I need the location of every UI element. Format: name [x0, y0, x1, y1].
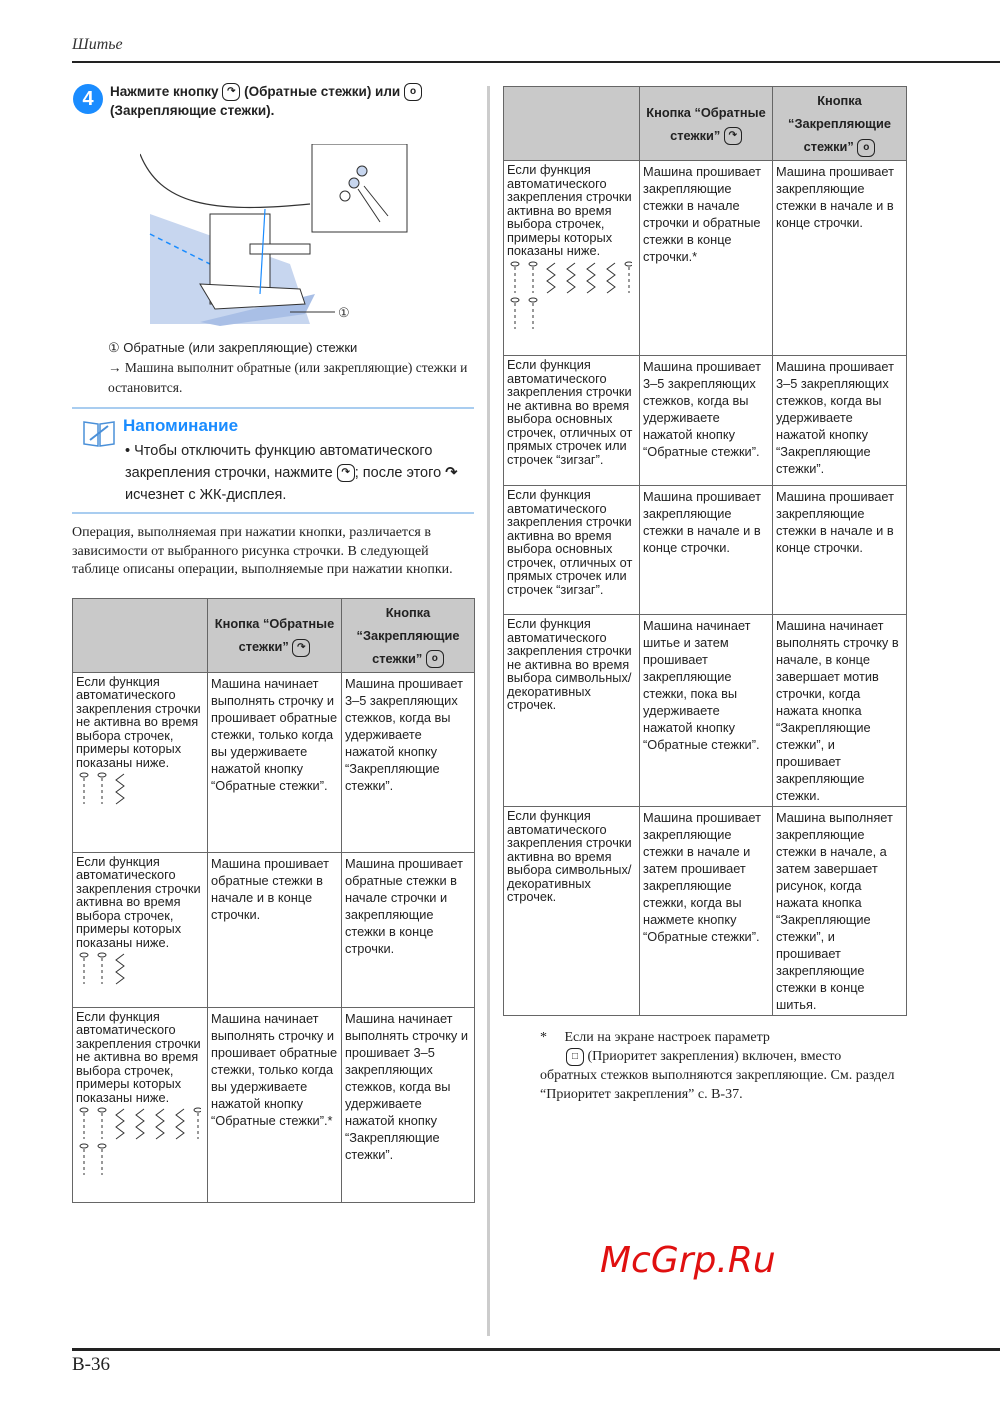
reverse-action-cell: Машина прошивает закрепляющие стежки в начале и в конце строчки. — [640, 486, 773, 615]
watermark: McGrp.Ru — [600, 1240, 776, 1281]
condition-text: Если функция автоматического закрепления строчки не активна во время выбора основных строчек, отличных от прямых строчек или строчек “зигзаг”. — [507, 357, 633, 467]
condition-text: Если функция автоматического закрепления строчки активна во время выбора строчек, примеры которых показаны ниже. — [507, 162, 632, 258]
step-text: (Закрепляющие стежки). — [110, 103, 275, 119]
lock-stitch-button-icon: o — [857, 139, 875, 157]
footnote-text: (Приоритет закрепления) включен, вместо обратных стежков выполняются закрепляющие. См. раздел “Приоритет закрепления” с. B-37. — [540, 1049, 895, 1102]
operations-table-right — [503, 86, 907, 1016]
memo-book-icon — [82, 418, 116, 448]
lock-action-cell: Машина прошивает закрепляющие стежки в начале и в конце строчки. — [773, 161, 907, 356]
reverse-action-cell: Машина прошивает 3–5 закрепляющих стежков, когда вы удерживаете нажатой кнопку “Обратные стежки”. — [640, 356, 773, 486]
reverse-stitch-button-icon: ↷ — [337, 464, 355, 482]
step-number-badge: 4 — [73, 84, 103, 114]
condition-text: Если функция автоматического закрепления строчки не активна во время выбора символьных/декоративных строчек. — [507, 616, 632, 712]
right-column — [503, 86, 906, 1104]
caption-result: → Машина выполнит обратные (или закрепляющие) стежки и остановится. — [108, 360, 468, 395]
column-divider — [487, 86, 490, 1336]
reverse-action-cell: Машина начинает выполнять строчку и прошивает обратные стежки, только когда вы удерживаете нажатой кнопку “Обратные стежки”.* — [208, 1007, 342, 1202]
header-lock-button — [342, 598, 475, 672]
lock-action-cell: Машина прошивает 3–5 закрепляющих стежков, когда вы удерживаете нажатой кнопку “Закрепляющие стежки”. — [342, 672, 475, 852]
condition-cell — [504, 807, 640, 1016]
table-row — [73, 672, 475, 852]
lock-action-cell: Машина прошивает обратные стежки в начале строчки и закрепляющие стежки в конце строчки. — [342, 852, 475, 1007]
reverse-stitch-button-icon: ↷ — [222, 83, 240, 101]
memo-text: исчезнет с ЖК-дисплея. — [125, 487, 287, 503]
stitch-examples-icon — [76, 1107, 201, 1179]
lock-stitch-button-icon: o — [404, 83, 422, 101]
figure-caption — [108, 338, 480, 398]
stitch-examples-icon — [507, 261, 632, 333]
memo-bottom-rule — [72, 512, 474, 514]
step-instruction — [110, 82, 480, 120]
lock-priority-icon: □ — [566, 1048, 584, 1066]
reverse-action-cell: Машина прошивает закрепляющие стежки в начале строчки и обратные стежки в конце строчки.* — [640, 161, 773, 356]
operations-table-left — [72, 598, 475, 1203]
reverse-stitch-button-icon: ↷ — [292, 639, 310, 657]
condition-cell — [73, 852, 208, 1007]
memo-text: ; после этого — [354, 465, 442, 481]
table-row — [504, 161, 907, 356]
reverse-stitch-button-icon: ↷ — [724, 127, 742, 145]
footnote-text: Если на экране настроек параметр — [564, 1030, 770, 1045]
condition-cell — [73, 1007, 208, 1202]
memo-text: Чтобы отключить функцию автоматического закрепления строчки, нажмите — [125, 443, 433, 481]
auto-reverse-lcd-icon: ↷ — [445, 465, 458, 481]
caption-item: ① Обратные (или закрепляющие) стежки — [108, 340, 358, 355]
lock-action-cell: Машина начинает выполнять строчку и прошивает 3–5 закрепляющих стежков, когда вы удерживаете нажатой кнопку “Закрепляющие стежки”. — [342, 1007, 475, 1202]
condition-cell — [504, 161, 640, 356]
step-text: Нажмите кнопку — [110, 84, 219, 99]
stitch-examples-icon — [76, 772, 201, 808]
footnote — [540, 1028, 900, 1104]
reverse-action-cell: Машина прошивает обратные стежки в начале и в конце строчки. — [208, 852, 342, 1007]
table-row — [73, 1007, 475, 1202]
lock-stitch-button-icon: o — [426, 650, 444, 668]
header-reverse-button — [640, 87, 773, 161]
condition-cell — [504, 486, 640, 615]
header-lock-button — [773, 87, 907, 161]
lock-action-cell: Машина выполняет закрепляющие стежки в начале, а затем завершает рисунок, когда нажата кнопка “Закрепляющие стежки”, и прошивает закрепляющие стежки в конце шитья. — [773, 807, 907, 1016]
table-row — [73, 852, 475, 1007]
table-row — [504, 615, 907, 807]
condition-text: Если функция автоматического закрепления строчки не активна во время выбора строчек, примеры которых показаны ниже. — [76, 1008, 201, 1105]
condition-text: Если функция автоматического закрепления строчки активна во время выбора строчек, примеры которых показаны ниже. — [76, 853, 201, 950]
reverse-action-cell: Машина начинает шитье и затем прошивает закрепляющие стежки, пока вы удерживаете нажатой кнопку “Обратные стежки”. — [640, 615, 773, 807]
table-header-row — [73, 598, 475, 672]
reverse-action-cell: Машина начинает выполнять строчку и прошивает обратные стежки, только когда вы удерживаете нажатой кнопку “Обратные стежки”. — [208, 672, 342, 852]
table-header-row — [504, 87, 907, 161]
footnote-mark: * — [540, 1030, 547, 1045]
footer-rule — [72, 1348, 1000, 1351]
section-header: Шитье — [72, 36, 123, 53]
header-label: Кнопка “Обратные стежки” — [646, 104, 766, 143]
memo-bullet: • Чтобы отключить функцию автоматического закрепления строчки, нажмите ↷ ; после этого ↷ исчезнет с ЖК-дисплея. — [125, 443, 458, 503]
sewing-foot-illustration — [140, 144, 440, 334]
lock-action-cell: Машина прошивает 3–5 закрепляющих стежков, когда вы удерживаете нажатой кнопку “Закрепляющие стежки”. — [773, 356, 907, 486]
table-row — [504, 356, 907, 486]
header-empty — [73, 598, 208, 672]
memo-title: Напоминание — [123, 416, 239, 435]
memo-top-rule — [72, 407, 474, 409]
table-row — [504, 807, 907, 1016]
header-label: Кнопка “Закрепляющие стежки” — [788, 93, 891, 154]
page-number: B-36 — [72, 1354, 110, 1375]
header-label: Кнопка “Закрепляющие стежки” — [356, 604, 460, 666]
header-empty — [504, 87, 640, 161]
condition-cell — [73, 672, 208, 852]
condition-cell — [504, 356, 640, 486]
reverse-action-cell: Машина прошивает закрепляющие стежки в начале и затем прошивает закрепляющие стежки, когда вы нажмете кнопку “Обратные стежки”. — [640, 807, 773, 1016]
table-row — [504, 486, 907, 615]
callout-number: ① — [338, 305, 350, 320]
header-rule — [72, 61, 1000, 63]
condition-text: Если функция автоматического закрепления строчки не активна во время выбора строчек, примеры которых показаны ниже. — [76, 673, 201, 770]
header-reverse-button — [208, 598, 342, 672]
left-column — [72, 524, 474, 1203]
lock-action-cell: Машина начинает выполнять строчку в начале, в конце завершает мотив строчки, когда нажата кнопка “Закрепляющие стежки”, и прошивает закрепляющие стежки. — [773, 615, 907, 807]
condition-text: Если функция автоматического закрепления строчки активна во время выбора символьных/декоративных строчек. — [507, 808, 632, 904]
header-label: Кнопка “Обратные стежки” — [214, 616, 335, 654]
stitch-examples-icon — [76, 952, 201, 988]
condition-cell — [504, 615, 640, 807]
condition-text: Если функция автоматического закрепления строчки активна во время выбора основных строчек, отличных от прямых строчек или строчек “зигзаг”. — [507, 487, 633, 597]
intro-paragraph: Операция, выполняемая при нажатии кнопки, различается в зависимости от выбранного рисунка строчки. В следующей таблице описаны операции, выполняемые при нажатии кнопки. — [72, 525, 453, 577]
lock-action-cell: Машина прошивает закрепляющие стежки в начале и в конце строчки. — [773, 486, 907, 615]
step-text: (Обратные стежки) или — [244, 84, 401, 99]
